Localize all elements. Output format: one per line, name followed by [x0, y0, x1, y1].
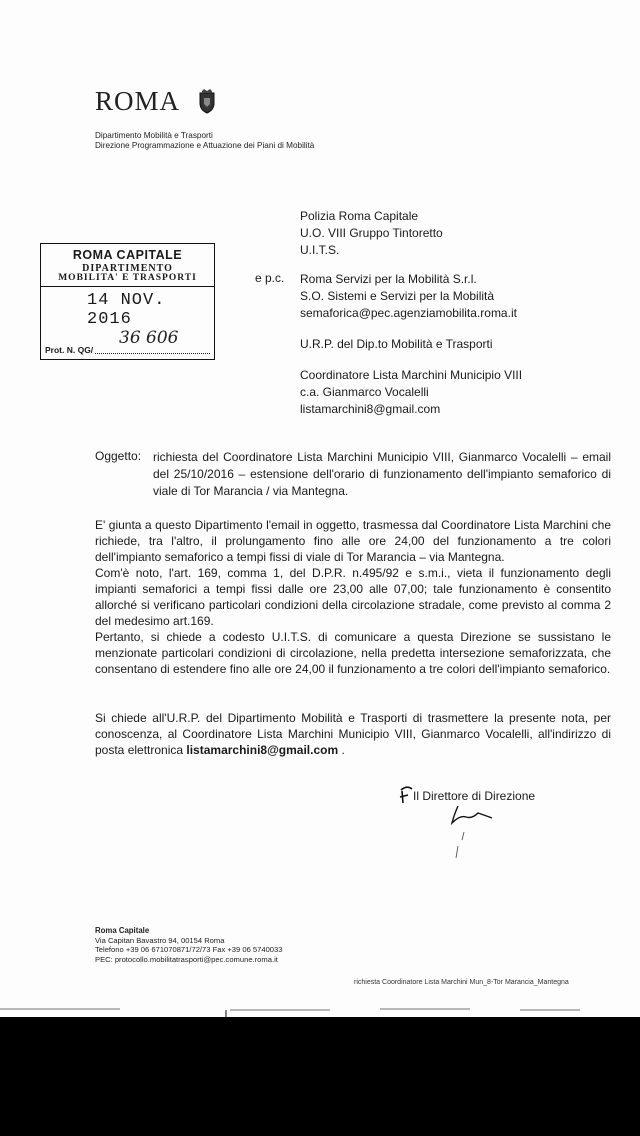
footer-address: Via Capitan Bavastro 94, 00154 Roma	[95, 935, 225, 945]
department-header	[95, 131, 314, 151]
body-paragraph: Pertanto, si chiede a codesto U.I.T.S. di comunicare a questa Direzione se sussistano le menzionate particolari condizioni di circolazione, nella predetta intersezione semaforizzata, che consentano di estendere fino alle ore 24,00 il funzionamento a tre colori dell'impianto semaforico.	[95, 630, 611, 676]
handwritten-signature-icon	[448, 803, 498, 827]
body-paragraph: E' giunta a questo Dipartimento l'email in oggetto, trasmessa dal Coordinatore Lista Marchini che richiede, tra l'altro, il prolungamento fino alle ore 24,00 del funzionamento a tre colori dell'impianto semaforico a tempi fissi di viale di Tor Marancia – via Mantegna.	[95, 518, 611, 564]
recipient-line: U.O. VIII Gruppo Tintoretto	[300, 226, 443, 240]
cc-line: U.R.P. del Dip.to Mobilità e Trasporti	[300, 337, 493, 351]
subject-text: richiesta del Coordinatore Lista Marchini Municipio VIII, Gianmarco Vocalelli – email del 25/10/2016 – estensione dell'orario di funzionamento dell'impianto semaforico di viale di Tor Marancia / via Mantegna.	[153, 450, 611, 498]
footer-org: Roma Capitale	[95, 926, 150, 935]
recipient-line: Polizia Roma Capitale	[300, 209, 419, 223]
footer-pec: PEC: protocollo.mobilitatrasporti@pec.comune.roma.it	[95, 954, 278, 964]
stamp-date: 14 NOV. 2016	[87, 291, 166, 329]
file-reference: richiesta Coordinatore Lista Marchini Mun_8-Tor Marancia_Mantegna	[354, 979, 569, 986]
closing-email: listamarchini8@gmail.com	[186, 743, 339, 757]
cc-line: c.a. Gianmarco Vocalelli	[300, 385, 429, 399]
department-line-2: Direzione Programmazione e Attuazione dei Piani di Mobilità	[95, 141, 315, 150]
stamp-protocol-label: Prot. N. QG/	[45, 345, 94, 355]
stamp-dotted-line	[95, 353, 210, 354]
stamp-divider	[41, 286, 214, 287]
signer-title: Il Direttore di Direzione	[413, 789, 536, 803]
recipient-block	[300, 208, 522, 418]
subject-label: Oggetto:	[95, 449, 142, 463]
body-paragraph: Com'è noto, l'art. 169, comma 1, del D.P.R. n.495/92 e s.m.i., vieta il funzionamento degli impianti semaforici a tempi fissi dalle ore 23,00 alle 07,00; tale funzionamento è consentito allorché si verificano particolari condizioni della circolazione stradale, come previsto al comma 2 del medesimo art.169.	[95, 566, 611, 628]
recipient-line: U.I.T.S.	[300, 243, 340, 257]
pen-stroke-icon	[450, 830, 470, 862]
stamp-title: ROMA CAPITALE	[72, 248, 183, 262]
stamp-subtitle: MOBILITA' E TRASPORTI	[58, 273, 197, 283]
roma-logo-text: ROMA	[95, 86, 181, 116]
protocol-stamp	[40, 243, 215, 360]
epc-label: e p.c.	[255, 271, 285, 285]
stamp-subtitle: DIPARTIMENTO	[82, 263, 173, 274]
cc-email: semaforica@pec.agenziamobilita.roma.it	[300, 306, 517, 320]
cc-line: S.O. Sistemi e Servizi per la Mobilità	[300, 289, 495, 303]
cc-line: Roma Servizi per la Mobilità S.r.l.	[300, 272, 477, 286]
closing-suffix: .	[338, 743, 345, 757]
cc-line: Coordinatore Lista Marchini Municipio VIII	[300, 368, 523, 382]
closing-paragraph	[95, 710, 611, 758]
cc-email: listamarchini8@gmail.com	[300, 402, 441, 416]
letter-body	[95, 517, 611, 677]
footer-phone: Telefono +39 06 671070871/72/73 Fax +39 06 5740033	[95, 945, 283, 954]
stamp-protocol-number: 36 606	[119, 328, 179, 348]
scan-edge-artifact	[0, 1000, 640, 1017]
closing-text: Si chiede all'U.R.P. del Dipartimento Mobilità e Trasporti di trasmettere la presente nota, per conoscenza, al Coordinatore Lista Marchini Municipio VIII, Gianmarco Vocalelli, all'indirizzo di posta elettronica	[95, 711, 611, 757]
roma-crest-icon	[198, 89, 216, 114]
department-line-1: Dipartimento Mobilità e Trasporti	[95, 131, 213, 140]
letter-footer	[95, 926, 282, 964]
